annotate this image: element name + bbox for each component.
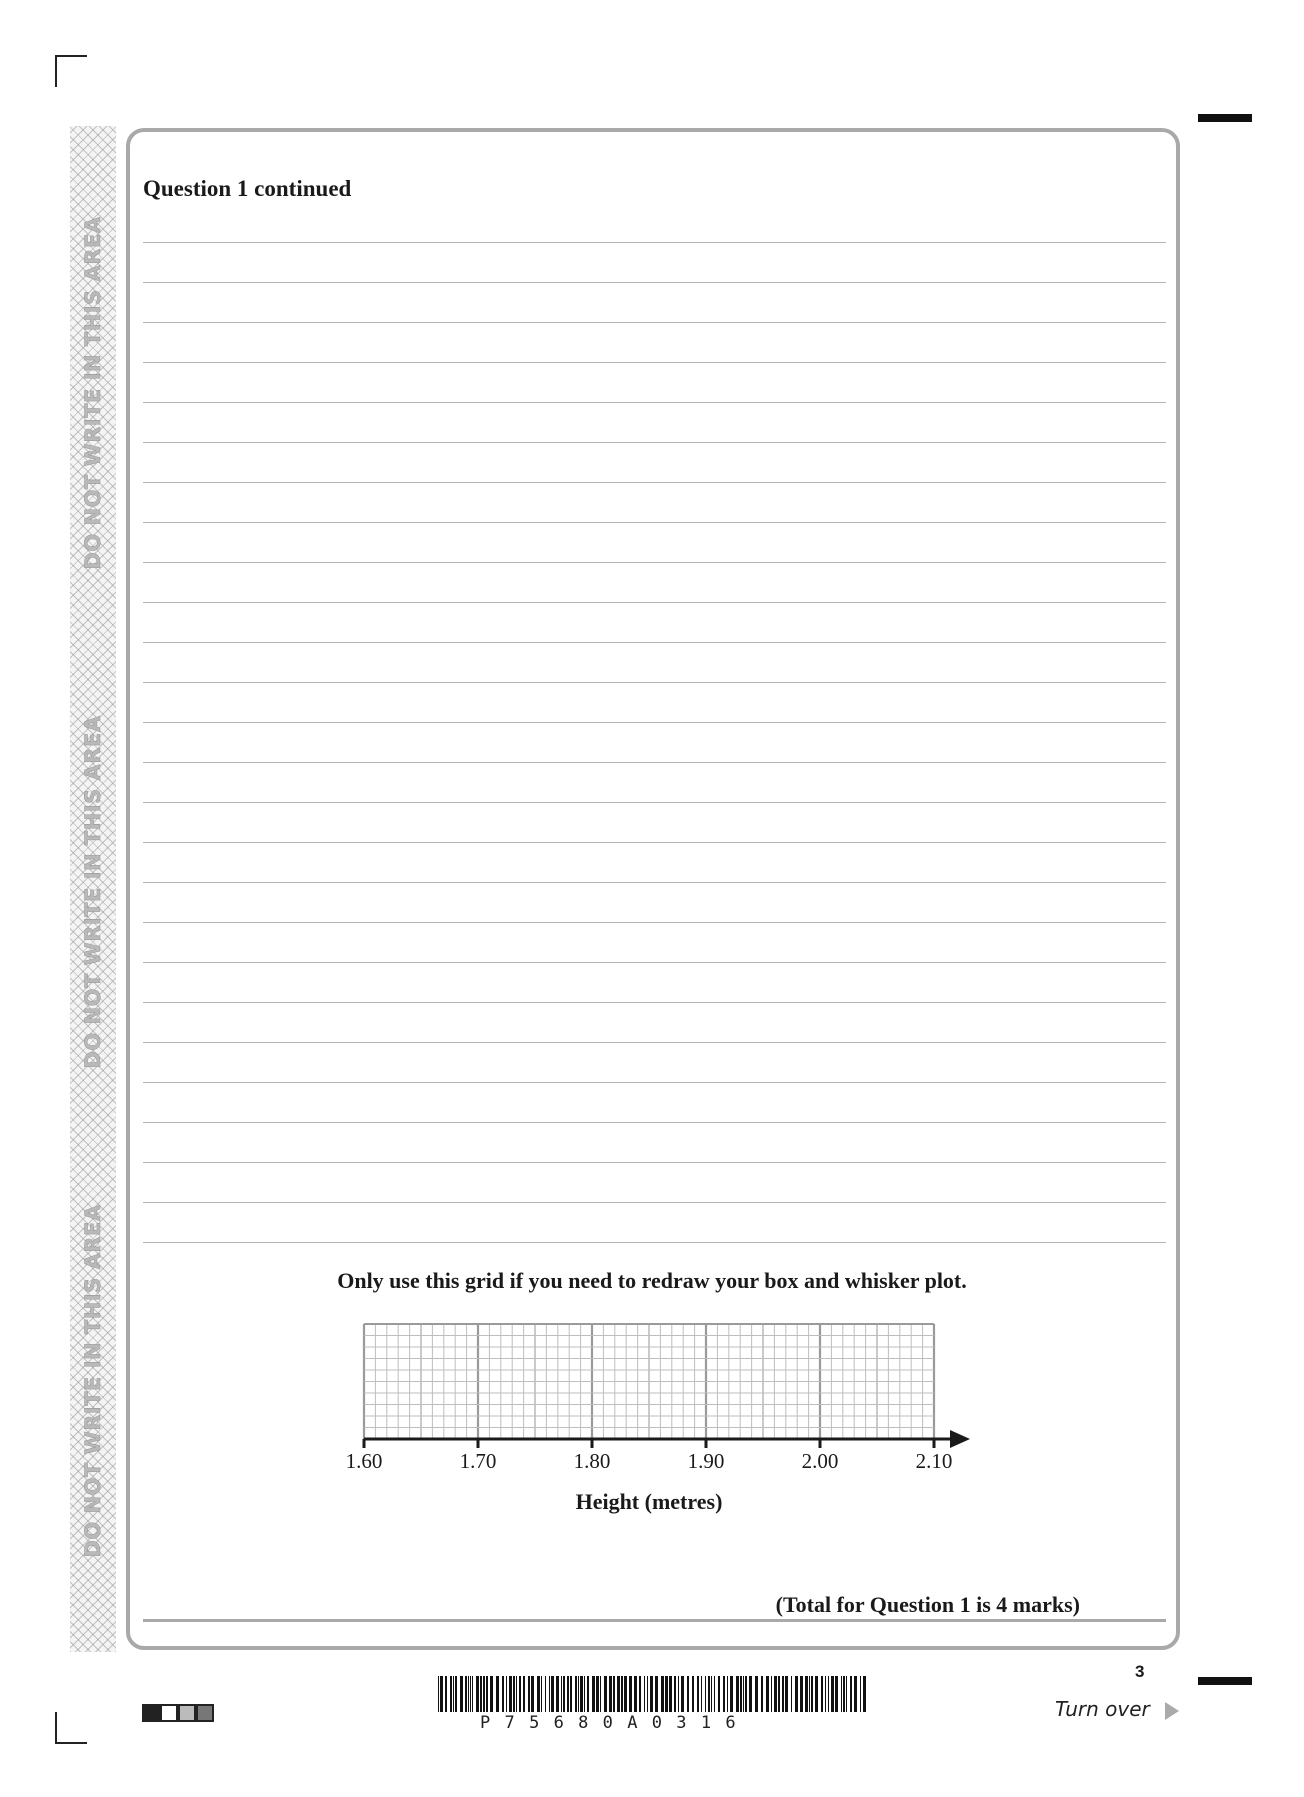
barcode-bar (468, 1676, 469, 1712)
x-tick-label: 1.80 (573, 1449, 611, 1473)
barcode-bar (828, 1676, 829, 1712)
barcode-bar (669, 1676, 672, 1712)
barcode-bar (541, 1676, 542, 1712)
barcode-bar (496, 1676, 499, 1712)
barcode-bar (596, 1676, 599, 1712)
barcode-bar (718, 1676, 720, 1712)
barcode-bar (791, 1676, 792, 1712)
total-divider (143, 1619, 1166, 1622)
barcode-bar (723, 1676, 725, 1712)
barcode-bar (563, 1676, 565, 1712)
barcode-bar (678, 1676, 679, 1712)
barcode-bar (687, 1676, 689, 1712)
barcode-bar (647, 1676, 648, 1712)
x-tick-label: 1.70 (459, 1449, 497, 1473)
barcode-bar (805, 1676, 808, 1712)
x-tick-label: 2.00 (801, 1449, 839, 1473)
barcode (436, 1676, 870, 1714)
barcode-bar (835, 1676, 838, 1712)
barcode-bar (531, 1676, 534, 1712)
square-light-grey (178, 1704, 196, 1722)
barcode-bar (506, 1676, 507, 1712)
barcode-bar (465, 1676, 467, 1712)
margin-warning-bottom: DO NOT WRITE IN THIS AREA (81, 1204, 105, 1558)
barcode-bar (740, 1676, 742, 1712)
x-tick-label: 2.10 (915, 1449, 953, 1473)
barcode-bar (604, 1676, 607, 1712)
barcode-bar (519, 1676, 521, 1712)
square-black (142, 1704, 160, 1722)
barcode-bar (509, 1676, 512, 1712)
barcode-bar (681, 1676, 684, 1712)
barcode-bar (825, 1676, 826, 1712)
barcode-bar (551, 1676, 554, 1712)
barcode-bar (714, 1676, 715, 1712)
barcode-bar (811, 1676, 813, 1712)
barcode-bar (476, 1676, 479, 1712)
barcode-bar (584, 1676, 585, 1712)
barcode-bar (730, 1676, 733, 1712)
barcode-bar (609, 1676, 612, 1712)
barcode-bar (440, 1676, 443, 1712)
barcode-bar (674, 1676, 676, 1712)
barcode-bar (697, 1676, 699, 1712)
barcode-bar (708, 1676, 710, 1712)
barcode-bar (634, 1676, 637, 1712)
barcode-bar (460, 1676, 463, 1712)
page-number: 3 (1135, 1662, 1145, 1681)
barcode-bar (445, 1676, 447, 1712)
barcode-bar (592, 1676, 595, 1712)
barcode-bar (774, 1676, 777, 1712)
grid-instruction: Only use this grid if you need to redraw your box and whisker plot. (337, 1268, 967, 1293)
barcode-bar (727, 1676, 728, 1712)
barcode-bar (665, 1676, 668, 1712)
barcode-bar (771, 1676, 772, 1712)
barcode-bar (472, 1676, 473, 1712)
barcode-bar (455, 1676, 457, 1712)
barcode-bar (639, 1676, 641, 1712)
barcode-bar (755, 1676, 758, 1712)
barcode-bar (516, 1676, 517, 1712)
barcode-bar (545, 1676, 546, 1712)
barcode-bar (766, 1676, 769, 1712)
barcode-bar (453, 1676, 454, 1712)
barcode-bar (701, 1676, 702, 1712)
margin-warning-top: DO NOT WRITE IN THIS AREA (81, 216, 105, 570)
barcode-bar (644, 1676, 645, 1712)
margin-warning-middle: DO NOT WRITE IN THIS AREA (81, 715, 105, 1069)
x-tick-label: 1.60 (345, 1449, 383, 1473)
barcode-bar (629, 1676, 632, 1712)
barcode-bar (745, 1676, 747, 1712)
barcode-bar (711, 1676, 712, 1712)
barcode-bar (736, 1676, 739, 1712)
total-marks: (Total for Question 1 is 4 marks) (775, 1592, 1080, 1617)
barcode-bar (809, 1676, 810, 1712)
barcode-bar (549, 1676, 550, 1712)
barcode-bar (613, 1676, 615, 1712)
barcode-bar (743, 1676, 744, 1712)
barcode-bar (575, 1676, 577, 1712)
barcode-bar (692, 1676, 694, 1712)
barcode-bar (846, 1676, 847, 1712)
barcode-bar (843, 1676, 845, 1712)
barcode-bar (624, 1676, 627, 1712)
barcode-bar (587, 1676, 589, 1712)
barcode-bar (450, 1676, 452, 1712)
barcode-bar (537, 1676, 540, 1712)
question-header: Question 1 continued (143, 176, 352, 201)
barcode-bar (570, 1676, 572, 1712)
barcode-bar (523, 1676, 525, 1712)
turn-over-arrow-icon (1165, 1702, 1179, 1720)
barcode-bar (513, 1676, 515, 1712)
barcode-bar (761, 1676, 763, 1712)
barcode-bar (863, 1676, 866, 1712)
barcode-bar (567, 1676, 569, 1712)
barcode-bar (831, 1676, 834, 1712)
barcode-bar (782, 1676, 784, 1712)
barcode-bar (617, 1676, 620, 1712)
barcode-bar (621, 1676, 623, 1712)
barcode-bar (556, 1676, 559, 1712)
barcode-bar (486, 1676, 488, 1712)
square-dark-grey (196, 1704, 214, 1722)
barcode-bar (705, 1676, 706, 1712)
turn-over-label: Turn over (1055, 1697, 1150, 1721)
barcode-bar (850, 1676, 852, 1712)
x-axis-arrow-icon (950, 1430, 970, 1448)
barcode-bar (860, 1676, 861, 1712)
barcode-bar (490, 1676, 493, 1712)
barcode-bar (650, 1676, 653, 1712)
barcode-bar (795, 1676, 798, 1712)
barcode-bar (580, 1676, 583, 1712)
x-tick-label: 1.90 (687, 1449, 725, 1473)
barcode-bar (841, 1676, 842, 1712)
barcode-bar (778, 1676, 780, 1712)
barcode-bar (749, 1676, 752, 1712)
square-white (160, 1704, 178, 1722)
colour-squares (142, 1704, 214, 1722)
x-axis-title: Height (metres) (575, 1489, 723, 1514)
barcode-bar (821, 1676, 823, 1712)
barcode-bar (470, 1676, 471, 1712)
barcode-bar (785, 1676, 788, 1712)
barcode-bar (502, 1676, 504, 1712)
barcode-bar (528, 1676, 530, 1712)
barcode-text: P75680A0316 (480, 1713, 750, 1733)
barcode-bar (600, 1676, 601, 1712)
barcode-bar (815, 1676, 818, 1712)
barcode-bar (800, 1676, 803, 1712)
barcode-bar (483, 1676, 485, 1712)
barcode-bar (480, 1676, 482, 1712)
barcode-bar (438, 1676, 439, 1712)
barcode-bar (578, 1676, 579, 1712)
barcode-bar (655, 1676, 658, 1712)
barcode-bar (661, 1676, 664, 1712)
barcode-bar (854, 1676, 857, 1712)
barcode-bar (561, 1676, 562, 1712)
